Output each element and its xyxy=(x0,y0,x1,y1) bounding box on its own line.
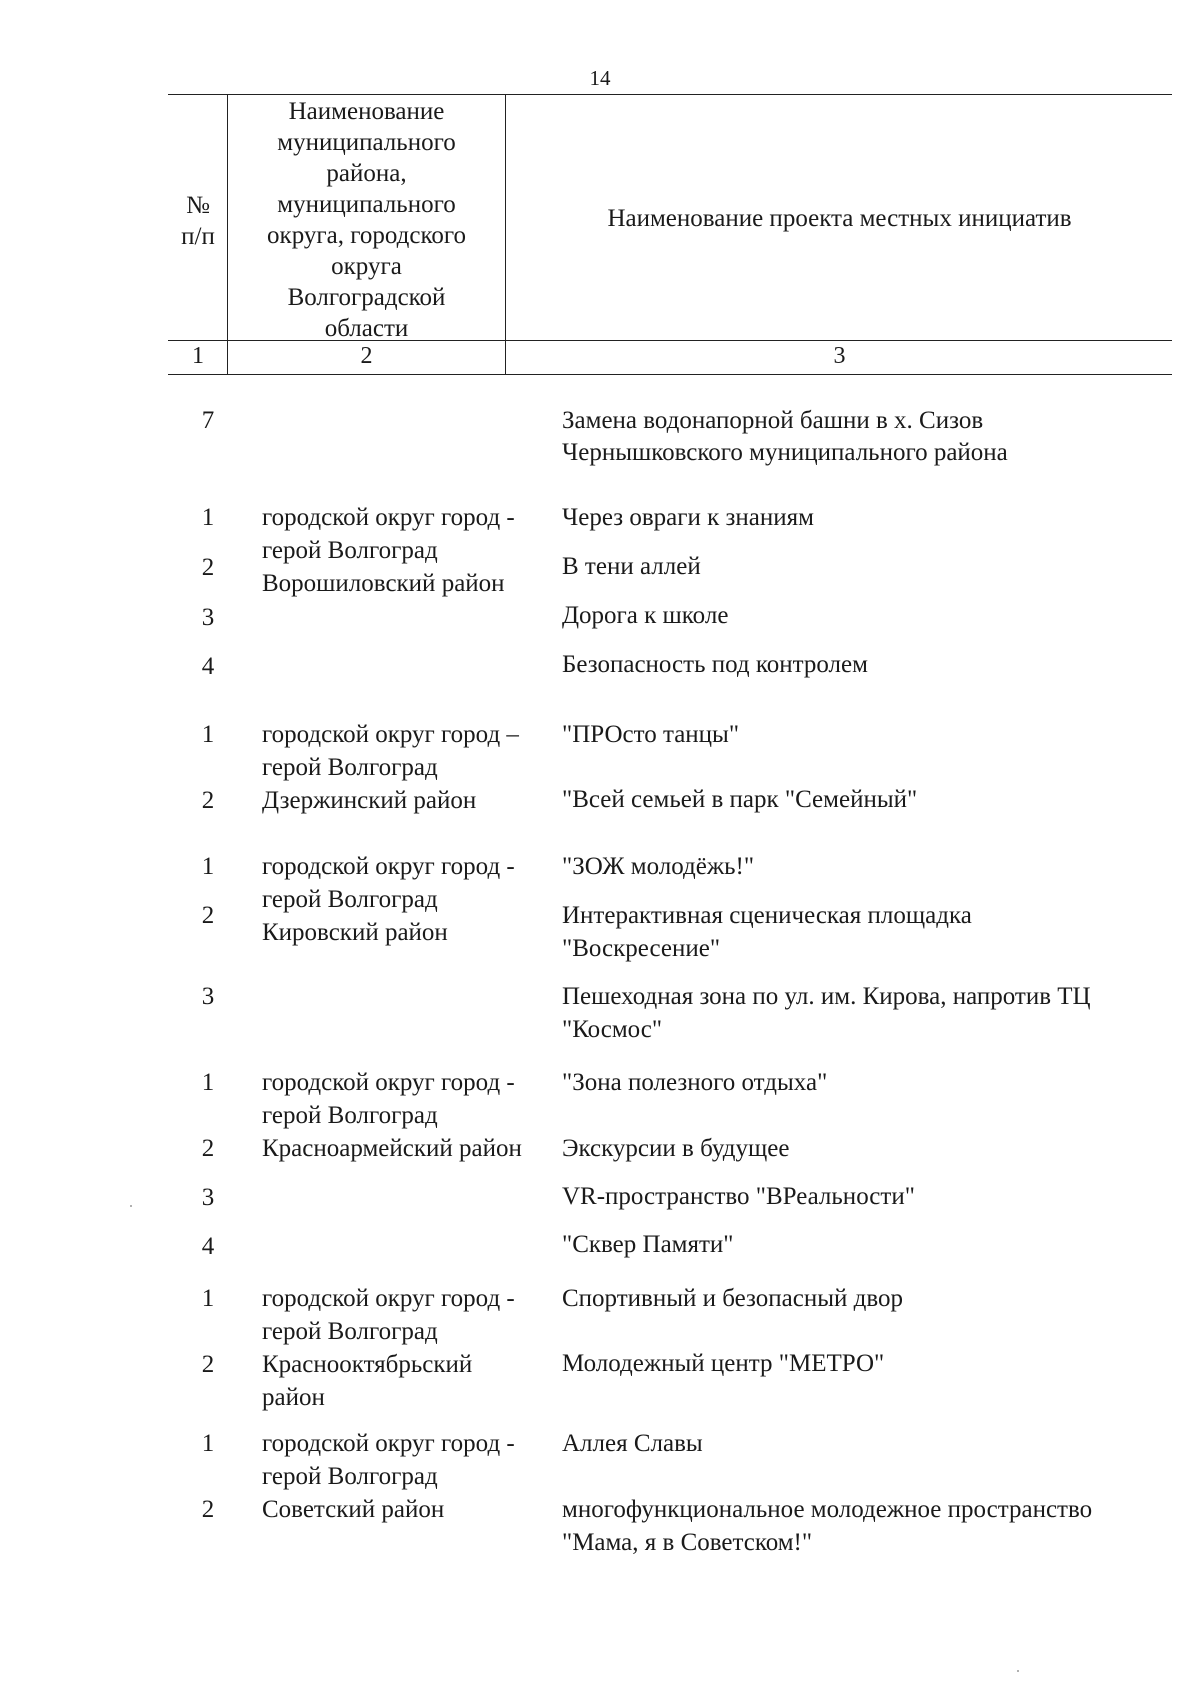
project-name: Дорога к школе xyxy=(562,602,729,629)
district-name: городской округ город - xyxy=(262,504,515,531)
project-name: "ПРОсто танцы" xyxy=(562,721,740,748)
header-col2-line: округа xyxy=(331,253,402,280)
row-number: 2 xyxy=(201,1135,215,1162)
project-name: "Мама, я в Советском!" xyxy=(562,1529,813,1556)
project-name: Интерактивная сценическая площадка xyxy=(562,902,972,929)
header-col2-line: округа, городского xyxy=(267,222,466,249)
district-name: район xyxy=(262,1384,325,1411)
column-number-1: 1 xyxy=(192,343,204,369)
row-number: 3 xyxy=(201,1184,215,1211)
row-number: 1 xyxy=(201,504,215,531)
district-name: герой Волгоград xyxy=(262,886,438,913)
district-name: городской округ город - xyxy=(262,853,515,880)
row-number: 1 xyxy=(201,1285,215,1312)
row-number: 1 xyxy=(201,1430,215,1457)
project-name: "ЗОЖ молодёжь!" xyxy=(562,853,755,880)
row-number: 2 xyxy=(201,1351,215,1378)
project-name: Молодежный центр "МЕТРО" xyxy=(562,1350,885,1377)
district-name: герой Волгоград xyxy=(262,1318,438,1345)
row-number: 3 xyxy=(201,604,215,631)
district-name: Ворошиловский район xyxy=(262,570,505,597)
row-number: 4 xyxy=(201,653,215,680)
district-name: Красноармейский район xyxy=(262,1135,522,1162)
project-name: Экскурсии в будущее xyxy=(562,1135,790,1162)
project-name: Спортивный и безопасный двор xyxy=(562,1285,904,1312)
project-name: Через овраги к знаниям xyxy=(562,504,814,531)
header-bottom-border xyxy=(168,374,1172,375)
row-number: 2 xyxy=(201,902,215,929)
project-name: "Всей семьей в парк "Семейный" xyxy=(562,786,918,813)
project-name: Аллея Славы xyxy=(562,1430,703,1457)
header-col2-line: района, xyxy=(326,160,407,187)
project-name: Чернышковского муниципального района xyxy=(562,439,1008,466)
header-col1-line: п/п xyxy=(181,223,215,250)
district-name: городской округ город - xyxy=(262,1069,515,1096)
page-number: 14 xyxy=(589,66,611,90)
row-number: 1 xyxy=(201,721,215,748)
district-name: герой Волгоград xyxy=(262,1463,438,1490)
header-col1 xyxy=(170,190,226,252)
district-name: Советский район xyxy=(262,1496,445,1523)
header-top-border xyxy=(168,94,1172,95)
district-name: Дзержинский район xyxy=(262,787,477,814)
district-name: городской округ город – xyxy=(262,721,519,748)
scan-speck xyxy=(130,1205,132,1207)
header-col2 xyxy=(229,96,504,344)
row-number: 2 xyxy=(201,1496,215,1523)
district-name: Краснооктябрьский xyxy=(262,1351,473,1378)
header-col2-line: муниципального xyxy=(277,129,456,156)
project-name: многофункциональное молодежное пространство xyxy=(562,1496,1093,1523)
district-name: городской округ город - xyxy=(262,1430,515,1457)
project-name: В тени аллей xyxy=(562,553,701,580)
row-number: 2 xyxy=(201,787,215,814)
project-name: Пешеходная зона по ул. им. Кирова, напротив ТЦ xyxy=(562,983,1091,1010)
project-name: VR-пространство "ВРеальности" xyxy=(562,1183,915,1210)
column-divider-1 xyxy=(227,95,228,374)
district-name: герой Волгоград xyxy=(262,1102,438,1129)
header-col2-line: Наименование xyxy=(288,98,445,125)
district-name: герой Волгоград xyxy=(262,754,438,781)
district-name: герой Волгоград xyxy=(262,537,438,564)
district-name: Кировский район xyxy=(262,919,448,946)
row-number: 2 xyxy=(201,554,215,581)
header-col2-line: муниципального xyxy=(277,191,456,218)
scan-speck xyxy=(1017,1670,1019,1672)
row-number: 1 xyxy=(201,1069,215,1096)
project-name: "Зона полезного отдыха" xyxy=(562,1069,828,1096)
column-number-3: 3 xyxy=(833,343,846,369)
district-name: городской округ город - xyxy=(262,1285,515,1312)
header-col3: Наименование проекта местных инициатив xyxy=(607,205,1072,232)
project-name: "Сквер Памяти" xyxy=(562,1231,734,1258)
project-name: "Космос" xyxy=(562,1016,663,1043)
row-number: 7 xyxy=(201,407,215,434)
project-name: "Воскресение" xyxy=(562,935,721,962)
row-number: 4 xyxy=(201,1233,215,1260)
row-number: 1 xyxy=(201,853,215,880)
project-name: Безопасность под контролем xyxy=(562,651,868,678)
header-col1-line: № xyxy=(186,192,210,219)
column-number-2: 2 xyxy=(360,343,373,369)
header-col2-line: Волгоградской xyxy=(287,284,446,311)
project-name: Замена водонапорной башни в х. Сизов xyxy=(562,407,984,434)
header-col2-line: области xyxy=(324,315,409,342)
column-divider-2 xyxy=(505,95,506,374)
row-number: 3 xyxy=(201,983,215,1010)
